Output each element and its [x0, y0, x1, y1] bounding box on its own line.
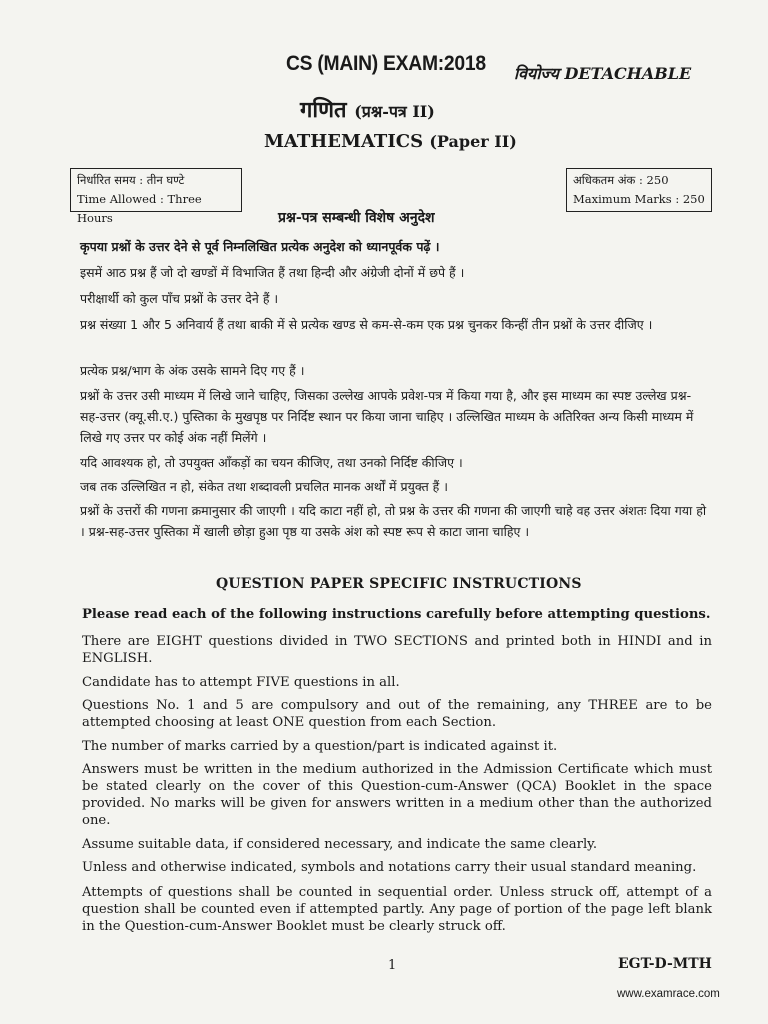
time-allowed-box — [70, 168, 242, 225]
hindi-instruction-1: इसमें आठ प्रश्न हैं जो दो खण्डों में विभाजित हैं तथा हिन्दी और अंग्रेजी दोनों में छपे हैं । — [80, 265, 465, 280]
paper-code: EGT-D-MTH — [618, 956, 712, 972]
hindi-intro: कृपया प्रश्नों के उत्तर देने से पूर्व निम्नलिखित प्रत्येक अनुदेश को ध्यानपूर्वक पढ़ें । — [80, 239, 440, 254]
hindi-instruction-5: प्रश्नों के उत्तर उसी माध्यम में लिखे जाने चाहिए, जिसका उल्लेख आपके प्रवेश-पत्र में किया गया है, और इस माध्यम का स्पष्ट उल्लेख प्रश्न-सह-उत्तर (क्यू.सी.ए.) पुस्तिका के मुखपृष्ठ पर निर्दिष्ट स्थान पर किया जाना चाहिए । उल्लिखित माध्यम के अतिरिक्त अन्य किसी माध्यम में लिखे गए उत्तर पर कोई अंक नहीं मिलेंगे । — [80, 388, 694, 445]
subject-hindi — [300, 94, 435, 124]
hindi-instruction-7: जब तक उल्लिखित न हो, संकेत तथा शब्दावली प्रचलित मानक अर्थों में प्रयुक्त हैं । — [80, 479, 449, 494]
maximum-marks-box — [566, 168, 712, 212]
english-instruction-4: The number of marks carried by a question/part is indicated against it. — [82, 739, 558, 754]
english-instruction-6: Assume suitable data, if considered necessary, and indicate the same clearly. — [82, 837, 598, 852]
english-instructions-heading: QUESTION PAPER SPECIFIC INSTRUCTIONS — [216, 576, 582, 592]
page-number: 1 — [388, 958, 397, 973]
english-instruction-2: Candidate has to attempt FIVE questions in all. — [82, 675, 400, 690]
exam-title: CS (MAIN) EXAM:2018 — [286, 52, 486, 75]
english-instruction-5: Answers must be written in the medium authorized in the Admission Certificate which must be stated clearly on the cover of this Question-cum-Answer (QCA) Booklet in the space provided. No marks will be given for answers written in a medium other than the authorized one. — [82, 762, 712, 828]
hindi-instruction-2: परीक्षार्थी को कुल पाँच प्रश्नों के उत्तर देने हैं । — [80, 291, 279, 306]
hindi-instruction-3: प्रश्न संख्या 1 और 5 अनिवार्य हैं तथा बाकी में से प्रत्येक खण्ड से कम-से-कम एक प्रश्न चुनकर किन्हीं तीन प्रश्नों के उत्तर दीजिए । — [80, 317, 653, 332]
subject-hindi-title: गणित — [300, 97, 347, 123]
maximum-marks-hindi: अधिकतम अंक : 250 — [573, 173, 669, 187]
maximum-marks-english: Maximum Marks : 250 — [573, 192, 705, 206]
paper-english: (Paper II) — [429, 132, 517, 151]
english-instruction-7: Unless and otherwise indicated, symbols and notations carry their usual standard meaning. — [82, 860, 697, 875]
english-instruction-1: There are EIGHT questions divided in TWO SECTIONS and printed both in HINDI and in ENGLISH. — [82, 634, 712, 666]
paper-hindi: (प्रश्न-पत्र II) — [354, 102, 435, 121]
time-allowed-hindi: निर्धारित समय : तीन घण्टे — [77, 173, 185, 187]
english-instruction-3: Questions No. 1 and 5 are compulsory and out of the remaining, any THREE are to be attempted choosing at least ONE question from each Section. — [82, 698, 712, 730]
hindi-instruction-4: प्रत्येक प्रश्न/भाग के अंक उसके सामने दिए गए हैं । — [80, 363, 305, 378]
detachable-label: वियोज्य DETACHABLE — [514, 64, 692, 83]
hindi-instruction-8: प्रश्नों के उत्तरों की गणना क्रमानुसार की जाएगी । यदि काटा नहीं हो, तो प्रश्न के उत्तर की गणना की जाएगी चाहे वह उत्तर अंशतः दिया गया हो । प्रश्न-सह-उत्तर पुस्तिका में खाली छोड़ा हुआ पृष्ठ या उसके अंश को स्पष्ट रूप से काटा जाना चाहिए । — [80, 503, 707, 539]
english-instruction-8: Attempts of questions shall be counted in sequential order. Unless struck off, attempt of a question shall be counted even if attempted partly. Any page of portion of the page left blank in the Question-cum-Answer Booklet must be clearly struck off. — [82, 885, 712, 934]
subject-english-title: MATHEMATICS — [264, 131, 424, 152]
time-allowed-english: Time Allowed : Three Hours — [77, 192, 202, 225]
english-intro: Please read each of the following instructions carefully before attempting questions. — [82, 607, 711, 622]
hindi-instructions-heading: प्रश्न-पत्र सम्बन्धी विशेष अनुदेश — [278, 210, 435, 226]
subject-english — [264, 131, 517, 152]
hindi-instruction-6: यदि आवश्यक हो, तो उपयुक्त आँकड़ों का चयन कीजिए, तथा उनको निर्दिष्ट कीजिए । — [80, 455, 463, 470]
website-watermark: www.examrace.com — [617, 988, 720, 1000]
